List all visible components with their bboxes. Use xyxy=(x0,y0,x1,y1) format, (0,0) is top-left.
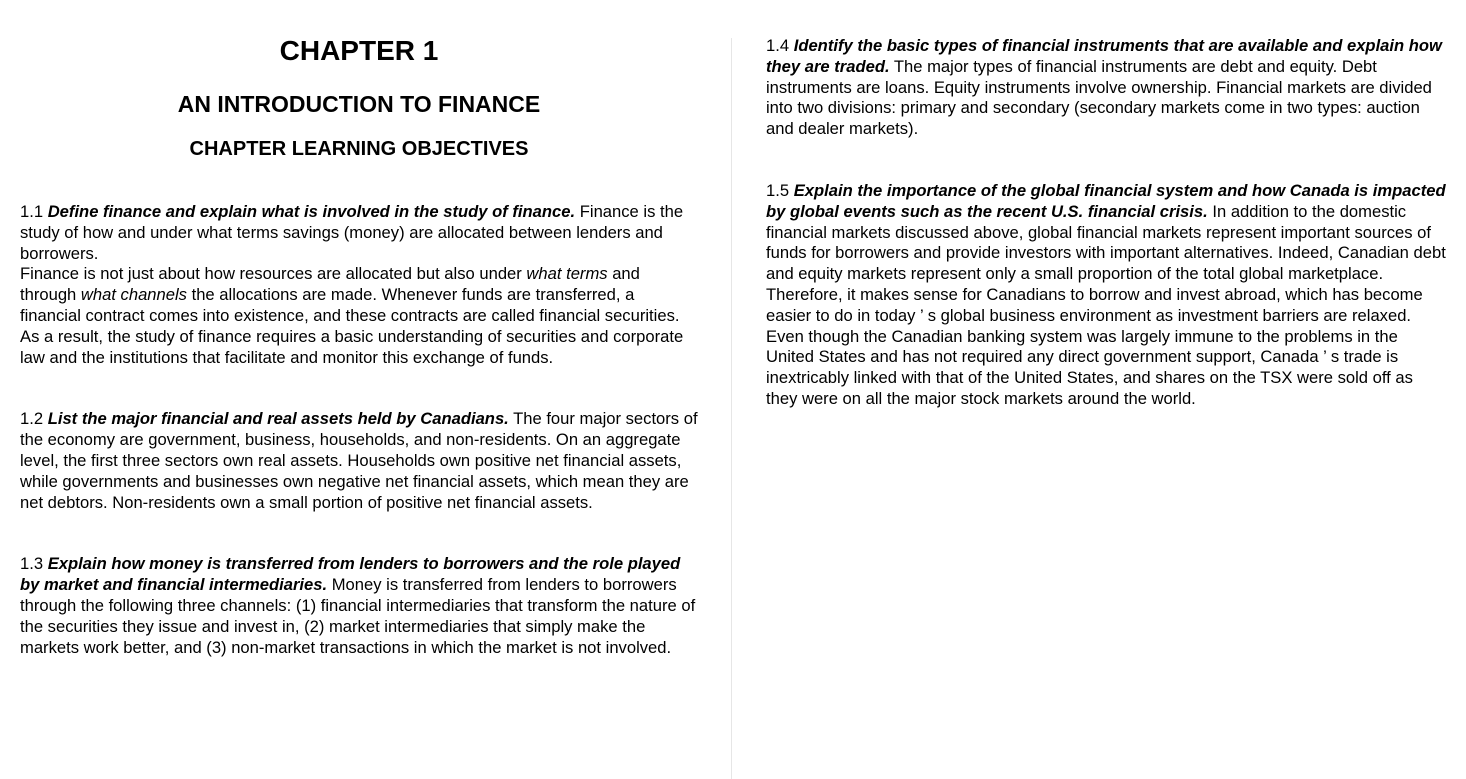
objectives-heading: CHAPTER LEARNING OBJECTIVES xyxy=(189,138,529,160)
objective-question: List the major financial and real assets held by Canadians. xyxy=(47,409,509,429)
objective-paragraph xyxy=(20,554,698,658)
objective-paragraph: Even though the Canadian banking system was largely immune to the problems in the United States and has not required any direct government support, Canada ’ s trade is inextricably linked with that of the United States, and shares on the TSX were sold off as they were on all the major stock markets around the world. xyxy=(766,326,1413,408)
objective-1-4 xyxy=(766,36,1448,140)
book-title: AN INTRODUCTION TO FINANCE xyxy=(177,91,541,117)
objective-number: 1.4 xyxy=(766,36,790,55)
objective-paragraph xyxy=(20,264,698,368)
page-divider xyxy=(731,38,732,779)
objective-question: Identify the basic types of financial instruments that are available and explain how they are traded. xyxy=(766,36,1442,76)
objective-1-5 xyxy=(766,181,1448,410)
objective-number: 1.5 xyxy=(766,180,790,200)
objective-question: Explain how money is transferred from lenders to borrowers and the role played by market and financial intermediaries. xyxy=(20,554,681,595)
objective-1-2 xyxy=(20,409,698,513)
emphasis: what channels xyxy=(80,285,187,305)
text-run: the allocations are made. Whenever funds are transferred, a financial contract comes into existence, and these contracts are called financial securities. As a result, the study of finance requires a basic understanding of securities and corporate law and the institutions that facilitate and monitor this exchange of funds. xyxy=(20,285,684,367)
objective-1-3 xyxy=(20,554,698,658)
right-page xyxy=(766,36,1448,451)
objective-question: Explain the importance of the global financial system and how Canada is impacted by global events such as the recent U.S. financial crisis. xyxy=(766,180,1446,221)
objective-paragraph xyxy=(766,36,1448,140)
objective-paragraph xyxy=(20,409,698,513)
objective-answer: In addition to the domestic financial markets discussed above, global financial markets represent important sources of funds for borrowers and provide investors with important alternatives. Indeed, Canadian debt and equity markets represent only a small proportion of the total global marketplace. Therefore, it makes sense for Canadians to borrow and invest abroad, which has become easier to do in today ’ s global business environment as investment barriers are relaxed. xyxy=(766,201,1446,325)
objective-number: 1.1 xyxy=(20,202,44,221)
left-page xyxy=(20,34,698,699)
objective-answer: Money is transferred from lenders to borrowers through the following three channels: (1) financial intermediaries that transform the nature of the securities they issue and invest in, (2) market intermediaries that simply make the markets work better, and (3) non-market transactions in which the market is not involved. xyxy=(20,575,696,657)
chapter-title: CHAPTER 1 xyxy=(279,35,439,66)
objective-number: 1.3 xyxy=(20,554,44,574)
objective-paragraph xyxy=(20,202,698,264)
objective-answer: The major types of financial instruments are debt and equity. Debt instruments are loans. Equity instruments involve ownership. Financial markets are divided into two divisions: primary and secondary (secondary markets come in two types: auction and dealer markets). xyxy=(766,56,1432,139)
objective-answer: The four major sectors of the economy are government, business, households, and non-residents. On an aggregate level, the first three sectors own real assets. Households own positive net financial assets, while governments and businesses own negative net financial assets, which mean they are net debtors. Non-residents own a small portion of positive net financial assets. xyxy=(20,409,698,512)
text-run: and through xyxy=(20,264,640,305)
objective-1-1 xyxy=(20,202,698,368)
text-run: Finance is not just about how resources are allocated but also under xyxy=(20,264,527,284)
objective-answer: Finance is the study of how and under what terms savings (money) are allocated between lenders and borrowers. xyxy=(20,202,684,263)
emphasis: what terms xyxy=(526,264,608,284)
objective-number: 1.2 xyxy=(20,409,44,429)
objective-paragraph xyxy=(766,181,1448,327)
objective-question: Define finance and explain what is involved in the study of finance. xyxy=(47,202,576,221)
